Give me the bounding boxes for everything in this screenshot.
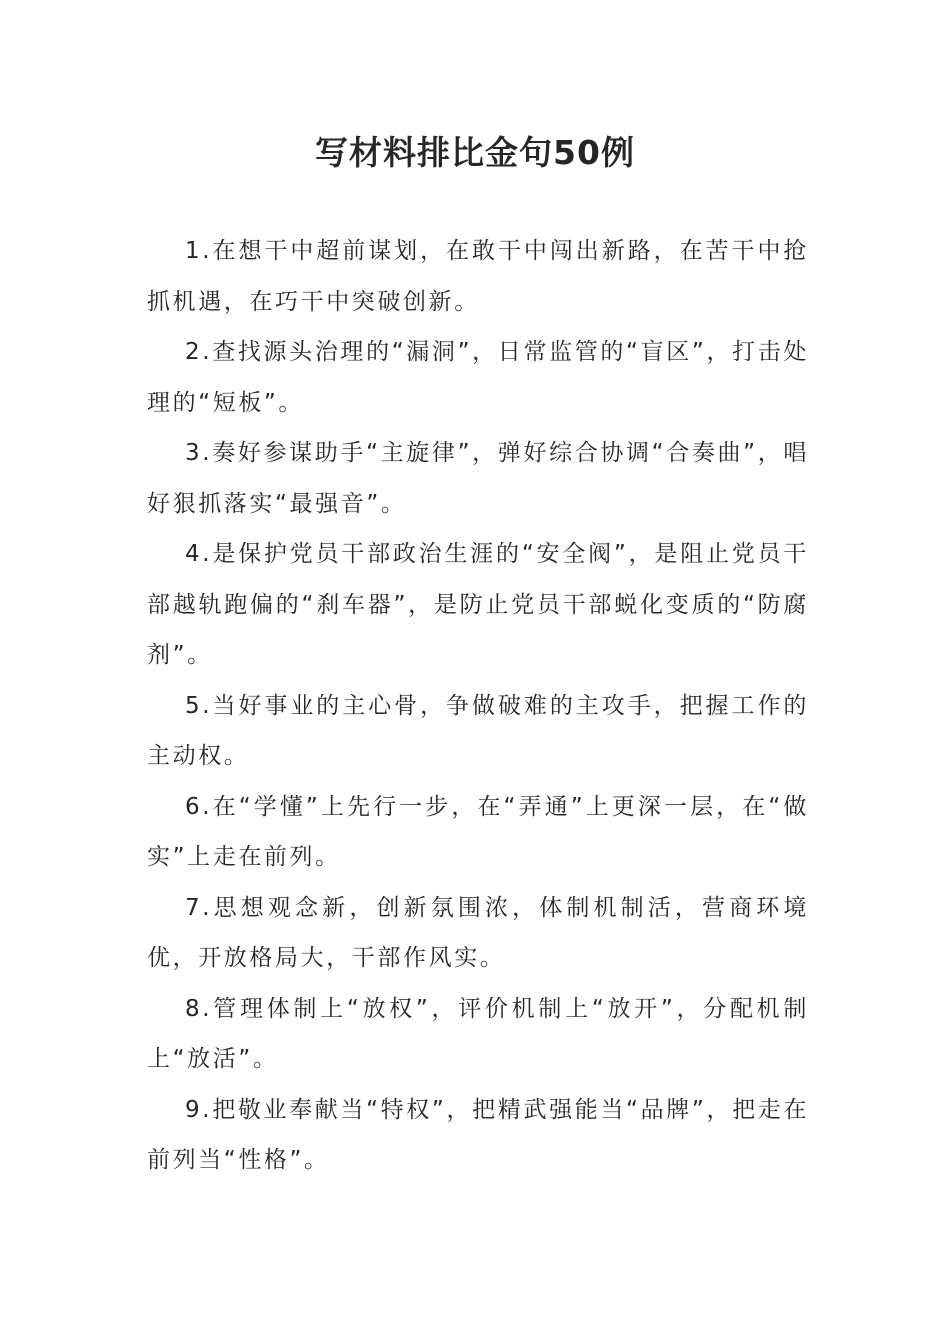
paragraph-6: 6.在“学懂”上先行一步，在“弄通”上更深一层，在“做实”上走在前列。 <box>147 793 809 870</box>
paragraph-2: 2.查找源头治理的“漏洞”，日常监管的“盲区”，打击处理的“短板”。 <box>147 339 809 416</box>
document-title: 写材料排比金句50例 <box>315 133 635 172</box>
paragraph-4: 4.是保护党员干部政治生涯的“安全阀”，是阻止党员干部越轨跑偏的“刹车器”，是防止党员干部蜕化变质的“防腐剂”。 <box>147 541 809 668</box>
paragraph-7: 7.思想观念新，创新氛围浓，体制机制活，营商环境优，开放格局大，干部作风实。 <box>147 894 809 971</box>
paragraph-9: 9.把敬业奉献当“特权”，把精武强能当“品牌”，把走在前列当“性格”。 <box>147 1096 809 1173</box>
document-body <box>147 226 809 1186</box>
paragraph-8: 8.管理体制上“放权”，评价机制上“放开”，分配机制上“放活”。 <box>147 995 809 1072</box>
paragraph-3: 3.奏好参谋助手“主旋律”，弹好综合协调“合奏曲”，唱好狠抓落实“最强音”。 <box>147 440 809 517</box>
paragraph-5: 5.当好事业的主心骨，争做破难的主攻手，把握工作的主动权。 <box>147 692 809 769</box>
paragraph-1: 1.在想干中超前谋划，在敢干中闯出新路，在苦干中抢抓机遇，在巧干中突破创新。 <box>147 238 809 315</box>
